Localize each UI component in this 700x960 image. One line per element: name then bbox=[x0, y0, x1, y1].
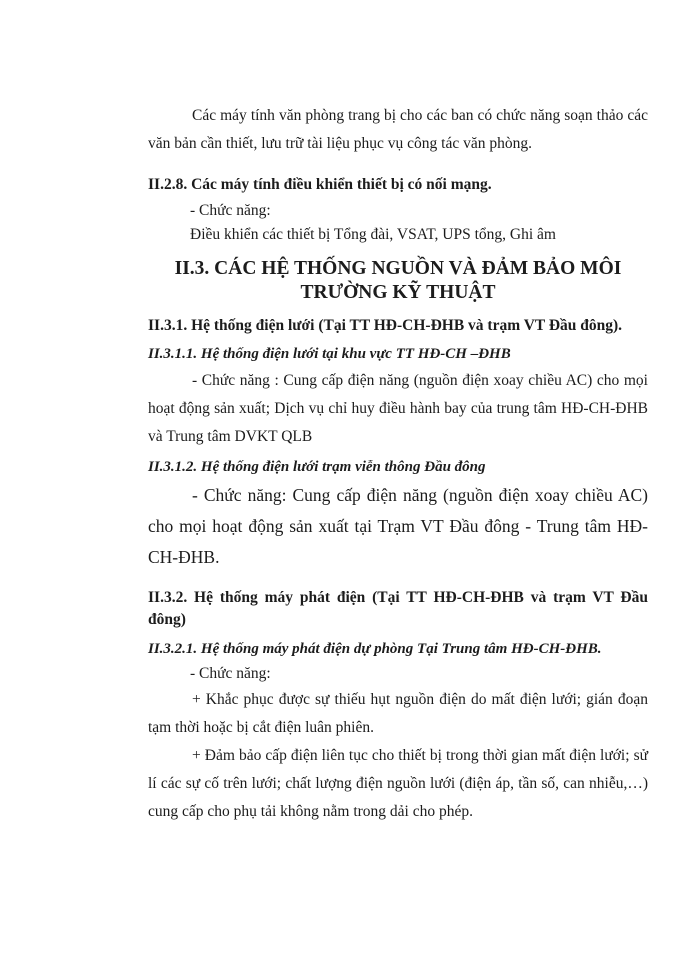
chapter-heading-II-3: II.3. CÁC HỆ THỐNG NGUỒN VÀ ĐẢM BẢO MÔI TRƯỜNG KỸ THUẬT bbox=[174, 258, 622, 303]
section-heading-II-3-1: II.3.1. Hệ thống điện lưới (Tại TT HĐ-CH-ĐHB và trạm VT Đầu đông). bbox=[148, 317, 623, 334]
paragraph-office-computers: Các máy tính văn phòng trang bị cho các ban có chức năng soạn thảo các văn bản cần thiết, lưu trữ tài liệu phục vụ công tác văn phòng. bbox=[148, 107, 648, 152]
paragraph-chuc-nang-II-3-1-2: - Chức năng: Cung cấp điện năng (nguồn điện xoay chiều AC) cho mọi hoạt động sản xuất tại Trạm VT Đầu đông - Trung tâm HĐ-CH-ĐHB. bbox=[148, 485, 648, 567]
paragraph-dam-bao: + Đảm bảo cấp điện liên tục cho thiết bị trong thời gian mất điện lưới; sử lí các sự cố trên lưới; chất lượng điện nguồn lưới (điện áp, tần số, can nhiễu,…) cung cấp cho phụ tải không nằm trong dải cho phép. bbox=[148, 747, 648, 820]
subsection-heading-II-3-2-1: II.3.2.1. Hệ thống máy phát điện dự phòng Tại Trung tâm HĐ-CH-ĐHB. bbox=[148, 641, 602, 657]
subsection-heading-II-3-1-2: II.3.1.2. Hệ thống điện lưới trạm viễn thông Đầu đông bbox=[148, 459, 486, 475]
label-chuc-nang-II-3-2-1: - Chức năng: bbox=[190, 665, 271, 682]
subsection-heading-II-3-1-1: II.3.1.1. Hệ thống điện lưới tại khu vực TT HĐ-CH –ĐHB bbox=[148, 346, 511, 362]
line-dieu-khien-thiet-bi: Điều khiển các thiết bị Tổng đài, VSAT, UPS tổng, Ghi âm bbox=[190, 226, 556, 243]
paragraph-chuc-nang-II-3-1-1: - Chức năng : Cung cấp điện năng (nguồn điện xoay chiều AC) cho mọi hoạt động sản xuất; Dịch vụ chỉ huy điều hành bay của trung tâm HĐ-CH-ĐHB và Trung tâm DVKT QLB bbox=[148, 372, 648, 445]
section-heading-II-2-8: II.2.8. Các máy tính điều khiển thiết bị có nối mạng. bbox=[148, 176, 492, 193]
section-heading-II-3-2: II.3.2. Hệ thống máy phát điện (Tại TT HĐ-CH-ĐHB và trạm VT Đầu đông) bbox=[148, 589, 648, 628]
label-chuc-nang-II-2-8: - Chức năng: bbox=[190, 202, 271, 219]
paragraph-khac-phuc: + Khắc phục được sự thiếu hụt nguồn điện do mất điện lưới; gián đoạn tạm thời hoặc bị cắt điện luân phiên. bbox=[148, 691, 648, 736]
